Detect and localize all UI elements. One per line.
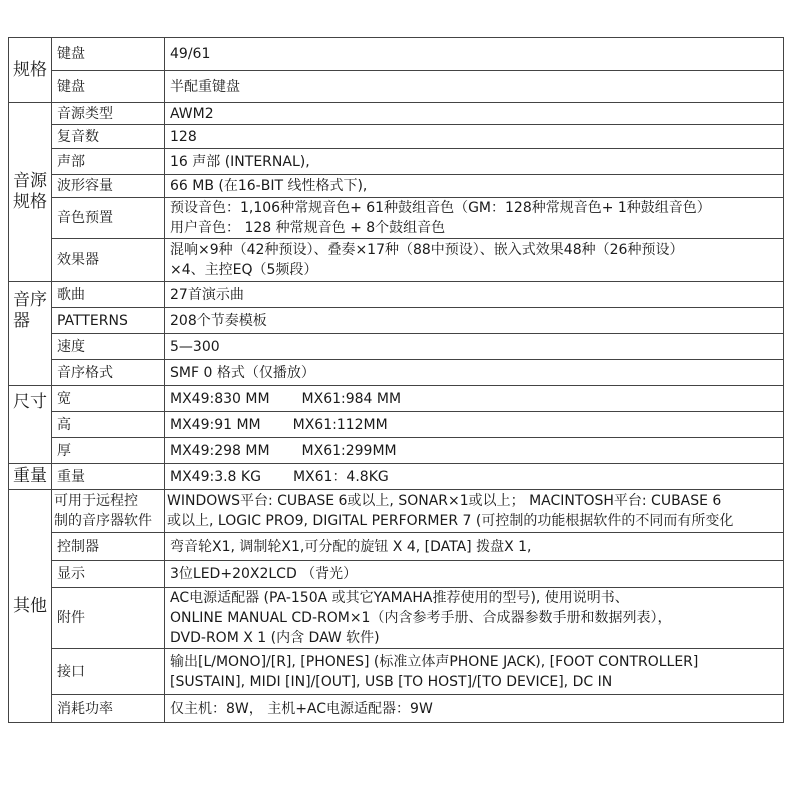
spec-value-line: AC电源适配器 (PA-150A 或其它YAMAHA推荐使用的型号), 使用说明书、 xyxy=(170,590,629,606)
group-cell xyxy=(9,282,52,386)
model-value-mx49: MX49:830 MM xyxy=(170,390,270,407)
spec-label-line: 宽 xyxy=(57,390,71,407)
spec-label-line: 歌曲 xyxy=(57,286,85,303)
spec-label-line: 速度 xyxy=(57,338,85,355)
spec-value-line: 混响×9种（42种预设）、叠奏×17种（88中预设）、嵌入式效果48种（26种预设） xyxy=(170,242,684,258)
model-value-mx49: MX49:298 MM xyxy=(170,442,270,459)
spec-label-line: 显示 xyxy=(57,566,85,582)
spec-value-line: 或以上, LOGIC PRO9, DIGITAL PERFORMER 7 (可控制的功能根据软件的不同而有所变化 xyxy=(167,513,734,529)
spec-value-cell xyxy=(165,533,784,561)
spec-value-line: 输出[L/MONO]/[R], [PHONES] (标准立体声PHONE JACK), [FOOT CONTROLLER] xyxy=(170,653,699,670)
spec-value-cell xyxy=(165,334,784,360)
spec-value-line: AWM2 xyxy=(170,105,214,122)
spec-label-cell xyxy=(52,695,165,723)
model-value-mx49: MX49:91 MM xyxy=(170,416,261,433)
spec-row xyxy=(9,38,784,71)
spec-label-line: 音源类型 xyxy=(57,105,113,122)
group-label: 其他 xyxy=(13,595,47,616)
spec-value-cell xyxy=(165,360,784,386)
spec-label-line: 重量 xyxy=(57,468,85,485)
spec-value-line: 49/61 xyxy=(170,46,211,62)
spec-value-cell xyxy=(165,438,784,464)
spec-value-cell xyxy=(165,588,784,649)
group-label: 重量 xyxy=(13,466,47,486)
spec-value-cell xyxy=(165,282,784,308)
group-label-line: 音序 xyxy=(13,290,47,310)
spec-value-cell xyxy=(165,149,784,175)
spec-row xyxy=(9,649,784,695)
spec-row xyxy=(9,334,784,360)
spec-value-line: 弯音轮X1, 调制轮X1,可分配的旋钮 X 4, [DATA] 拨盘X 1, xyxy=(170,538,532,555)
spec-table xyxy=(8,37,784,723)
spec-row xyxy=(9,412,784,438)
spec-row xyxy=(9,282,784,308)
spec-value-line: DVD-ROM X 1 (内含 DAW 软件) xyxy=(170,630,380,646)
spec-row xyxy=(9,588,784,649)
model-value-mx61: MX61:299MM xyxy=(301,442,397,459)
spec-label-cell xyxy=(52,588,165,649)
spec-row xyxy=(9,125,784,149)
spec-value-cell xyxy=(165,175,784,198)
spec-label-line: 效果器 xyxy=(57,252,99,268)
group-label-line: 器 xyxy=(13,311,30,331)
spec-label-line: 键盘 xyxy=(57,78,85,95)
spec-label-line: 声部 xyxy=(57,153,85,170)
spec-label-cell xyxy=(52,561,165,588)
group-label-line: 音源 xyxy=(13,171,47,191)
group-label: 尺寸 xyxy=(13,392,47,412)
spec-label-cell xyxy=(52,38,165,71)
spec-value-line: 3位LED+20X2LCD （背光） xyxy=(170,566,358,582)
spec-row xyxy=(9,198,784,239)
spec-value-line: 半配重键盘 xyxy=(170,78,240,95)
spec-row xyxy=(9,695,784,723)
spec-value-cell xyxy=(165,71,784,103)
group-cell xyxy=(9,38,52,103)
group-cell xyxy=(9,103,52,282)
spec-value-cell xyxy=(165,561,784,588)
spec-value-line: SMF 0 格式（仅播放） xyxy=(170,364,315,381)
group-cell xyxy=(9,464,52,490)
spec-label-cell xyxy=(52,386,165,412)
spec-label-cell xyxy=(52,149,165,175)
spec-label-line: 音序格式 xyxy=(57,364,113,381)
spec-label-line: 波形容量 xyxy=(57,178,113,194)
spec-value-cell xyxy=(165,239,784,282)
spec-value-line: 27首演示曲 xyxy=(170,286,244,303)
spec-row xyxy=(9,360,784,386)
model-value-mx61: MX61:984 MM xyxy=(301,390,402,407)
spec-label-cell xyxy=(52,490,165,533)
spec-label-line: 音色预置 xyxy=(57,210,113,226)
group-cell xyxy=(9,386,52,464)
spec-value-cell xyxy=(165,464,784,490)
spec-value-cell xyxy=(165,38,784,71)
spec-value-cell xyxy=(165,103,784,125)
spec-value-line: 208个节奏模板 xyxy=(170,312,267,329)
spec-label-cell xyxy=(52,71,165,103)
spec-label-cell xyxy=(52,175,165,198)
spec-row xyxy=(9,561,784,588)
spec-label-line: 制的音序器软件 xyxy=(54,513,152,529)
spec-label-line: PATTERNS xyxy=(57,312,128,329)
spec-label-line: 可用于远程控 xyxy=(54,493,138,509)
spec-value-line: 16 声部 (INTERNAL), xyxy=(170,153,310,170)
spec-label-cell xyxy=(52,412,165,438)
spec-label-cell xyxy=(52,239,165,282)
spec-label-cell xyxy=(52,649,165,695)
spec-row xyxy=(9,464,784,490)
spec-label-cell xyxy=(52,282,165,308)
spec-label-cell xyxy=(52,308,165,334)
spec-value-cell xyxy=(165,308,784,334)
spec-value-line: 仅主机：8W， 主机+AC电源适配器：9W xyxy=(170,700,433,717)
spec-label-line: 接口 xyxy=(57,663,85,680)
spec-value-cell xyxy=(165,198,784,239)
spec-label-cell xyxy=(52,103,165,125)
spec-value-line: 66 MB (在16-BIT 线性格式下), xyxy=(170,178,368,194)
group-label-line: 规格 xyxy=(13,192,47,212)
spec-value-line: ONLINE MANUAL CD-ROM×1（内含参考手册、合成器参数手册和数据列表）， xyxy=(170,610,672,626)
model-value-mx61: MX61:112MM xyxy=(292,416,388,433)
group-label: 规格 xyxy=(13,59,47,80)
spec-row xyxy=(9,386,784,412)
spec-value-cell xyxy=(165,490,784,533)
spec-value-cell xyxy=(165,386,784,412)
spec-label-cell xyxy=(52,533,165,561)
group-cell xyxy=(9,490,52,723)
spec-label-cell xyxy=(52,464,165,490)
spec-label-line: 消耗功率 xyxy=(57,700,113,717)
spec-label-line: 厚 xyxy=(57,442,71,459)
spec-row xyxy=(9,533,784,561)
spec-label-cell xyxy=(52,125,165,149)
spec-label-cell xyxy=(52,438,165,464)
spec-value-line: [SUSTAIN], MIDI [IN]/[OUT], USB [TO HOST]/[TO DEVICE], DC IN xyxy=(170,673,613,690)
spec-value-cell xyxy=(165,125,784,149)
model-value-mx61: MX61：4.8KG xyxy=(292,468,389,485)
spec-label-cell xyxy=(52,334,165,360)
spec-label-cell xyxy=(52,360,165,386)
spec-value-cell xyxy=(165,649,784,695)
spec-value-line: 用户音色： 128 种常规音色 + 8个鼓组音色 xyxy=(170,220,446,236)
spec-value-line: 128 xyxy=(170,128,197,145)
spec-row xyxy=(9,490,784,533)
spec-label-line: 高 xyxy=(57,416,71,433)
spec-value-line: 预设音色：1,106种常规音色+ 61种鼓组音色（GM：128种常规音色+ 1种鼓组音色） xyxy=(170,200,711,216)
spec-table-body xyxy=(9,38,784,723)
spec-row xyxy=(9,308,784,334)
spec-row xyxy=(9,239,784,282)
spec-value-line: WINDOWS平台: CUBASE 6或以上, SONAR×1或以上； MACINTOSH平台: CUBASE 6 xyxy=(167,493,722,509)
spec-label-cell xyxy=(52,198,165,239)
spec-row xyxy=(9,103,784,125)
model-value-mx49: MX49:3.8 KG xyxy=(170,468,261,485)
spec-label-line: 附件 xyxy=(57,610,85,626)
spec-label-line: 复音数 xyxy=(57,128,99,145)
spec-value-line: 5—300 xyxy=(170,338,220,355)
spec-value-cell xyxy=(165,412,784,438)
spec-label-line: 键盘 xyxy=(57,46,85,62)
spec-label-line: 控制器 xyxy=(57,538,99,555)
spec-row xyxy=(9,438,784,464)
spec-row xyxy=(9,149,784,175)
spec-row xyxy=(9,71,784,103)
spec-value-line: ×4、主控EQ（5频段） xyxy=(170,262,318,278)
spec-value-cell xyxy=(165,695,784,723)
spec-row xyxy=(9,175,784,198)
